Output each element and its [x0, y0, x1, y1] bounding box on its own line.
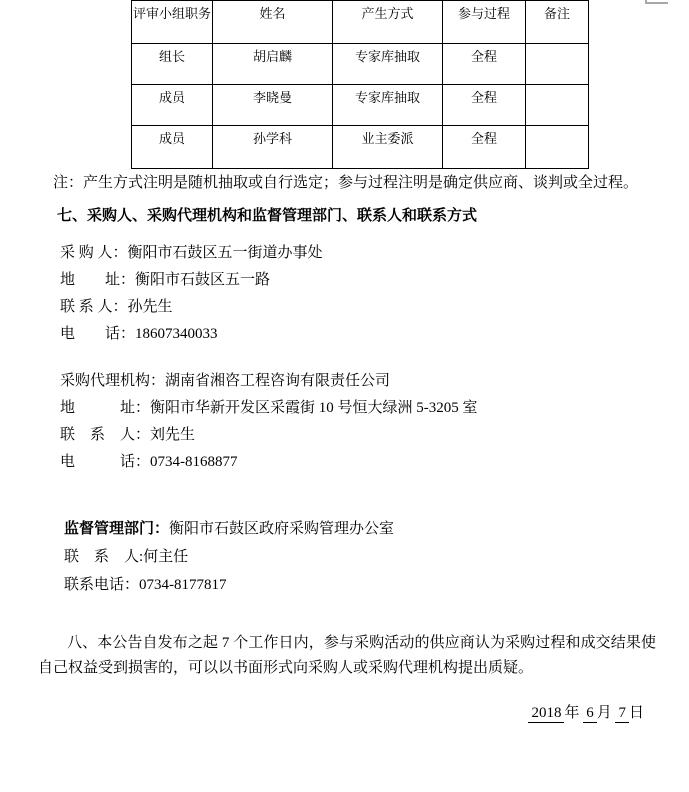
- purchaser-contact-line: 联 系 人：孙先生: [60, 299, 173, 315]
- agency-name-line: 采购代理机构：湖南省湘咨工程咨询有限责任公司: [60, 373, 391, 389]
- section8-paragraph: 八、本公告自发布之起 7 个工作日内，参与采购活动的供应商认为采购过程和成交结果使自己权益受到损害的，可以以书面形式向采购人或采购代理机构提出质疑。: [38, 635, 656, 676]
- cell-method: 业主委派: [333, 126, 443, 169]
- agency-address-line: 地 址：衡阳市华新开发区采霞街 10 号恒大绿洲 5-3205 室: [60, 400, 478, 416]
- supervisor-value: 衡阳市石鼓区政府采购管理办公室: [169, 521, 395, 537]
- date-line: [528, 701, 644, 723]
- col-header-name: 姓名: [213, 1, 333, 44]
- supervisor-name-line: [64, 515, 394, 543]
- cell-name: 胡启麟: [213, 44, 333, 85]
- agency-block: [60, 368, 478, 476]
- date-year: 2018: [528, 705, 564, 723]
- cell-process: 全程: [443, 85, 526, 126]
- cell-remark: [526, 44, 589, 85]
- supervisor-phone-line: 联系电话：0734-8177817: [64, 577, 227, 593]
- table-row: [132, 85, 589, 126]
- purchaser-name-line: 采 购 人：衡阳市石鼓区五一街道办事处: [60, 245, 323, 261]
- table-header-row: [132, 1, 589, 44]
- box-corner-fragment: [645, 0, 668, 4]
- cell-remark: [526, 85, 589, 126]
- purchaser-address-line: 地 址：衡阳市石鼓区五一路: [60, 272, 271, 288]
- date-day: 7: [615, 705, 629, 723]
- supervisor-contact-line: 联 系 人:何主任: [64, 549, 189, 565]
- cell-method: 专家库抽取: [333, 85, 443, 126]
- supervisor-label: 监督管理部门：: [64, 521, 170, 537]
- review-panel-table: [131, 0, 589, 169]
- table-row: [132, 44, 589, 85]
- agency-contact-line: 联 系 人：刘先生: [60, 427, 196, 443]
- col-header-role: 评审小组职务: [132, 1, 213, 44]
- cell-name: 孙学科: [213, 126, 333, 169]
- date-day-label: 日: [628, 705, 644, 721]
- cell-remark: [526, 126, 589, 169]
- cell-role: 成员: [132, 126, 213, 169]
- supervisor-block: [64, 515, 394, 599]
- cell-role: 组长: [132, 44, 213, 85]
- cell-process: 全程: [443, 126, 526, 169]
- cell-method: 专家库抽取: [333, 44, 443, 85]
- cell-role: 成员: [132, 85, 213, 126]
- cell-process: 全程: [443, 44, 526, 85]
- date-year-label: 年: [564, 705, 580, 721]
- table-note: 注：产生方式注明是随机抽取或自行选定；参与过程注明是确定供应商、谈判或全过程。: [53, 175, 639, 191]
- agency-phone-line: 电 话：0734-8168877: [60, 454, 238, 470]
- col-header-process: 参与过程: [443, 1, 526, 44]
- section7-heading: 七、采购人、采购代理机构和监督管理部门、联系人和联系方式: [57, 208, 478, 224]
- purchaser-phone-line: 电 话：18607340033: [60, 326, 218, 342]
- cell-name: 李晓曼: [213, 85, 333, 126]
- date-month-label: 月: [596, 705, 612, 721]
- table-row: [132, 126, 589, 169]
- col-header-method: 产生方式: [333, 1, 443, 44]
- col-header-remark: 备注: [526, 1, 589, 44]
- purchaser-block: [60, 240, 323, 348]
- date-month: 6: [583, 705, 597, 723]
